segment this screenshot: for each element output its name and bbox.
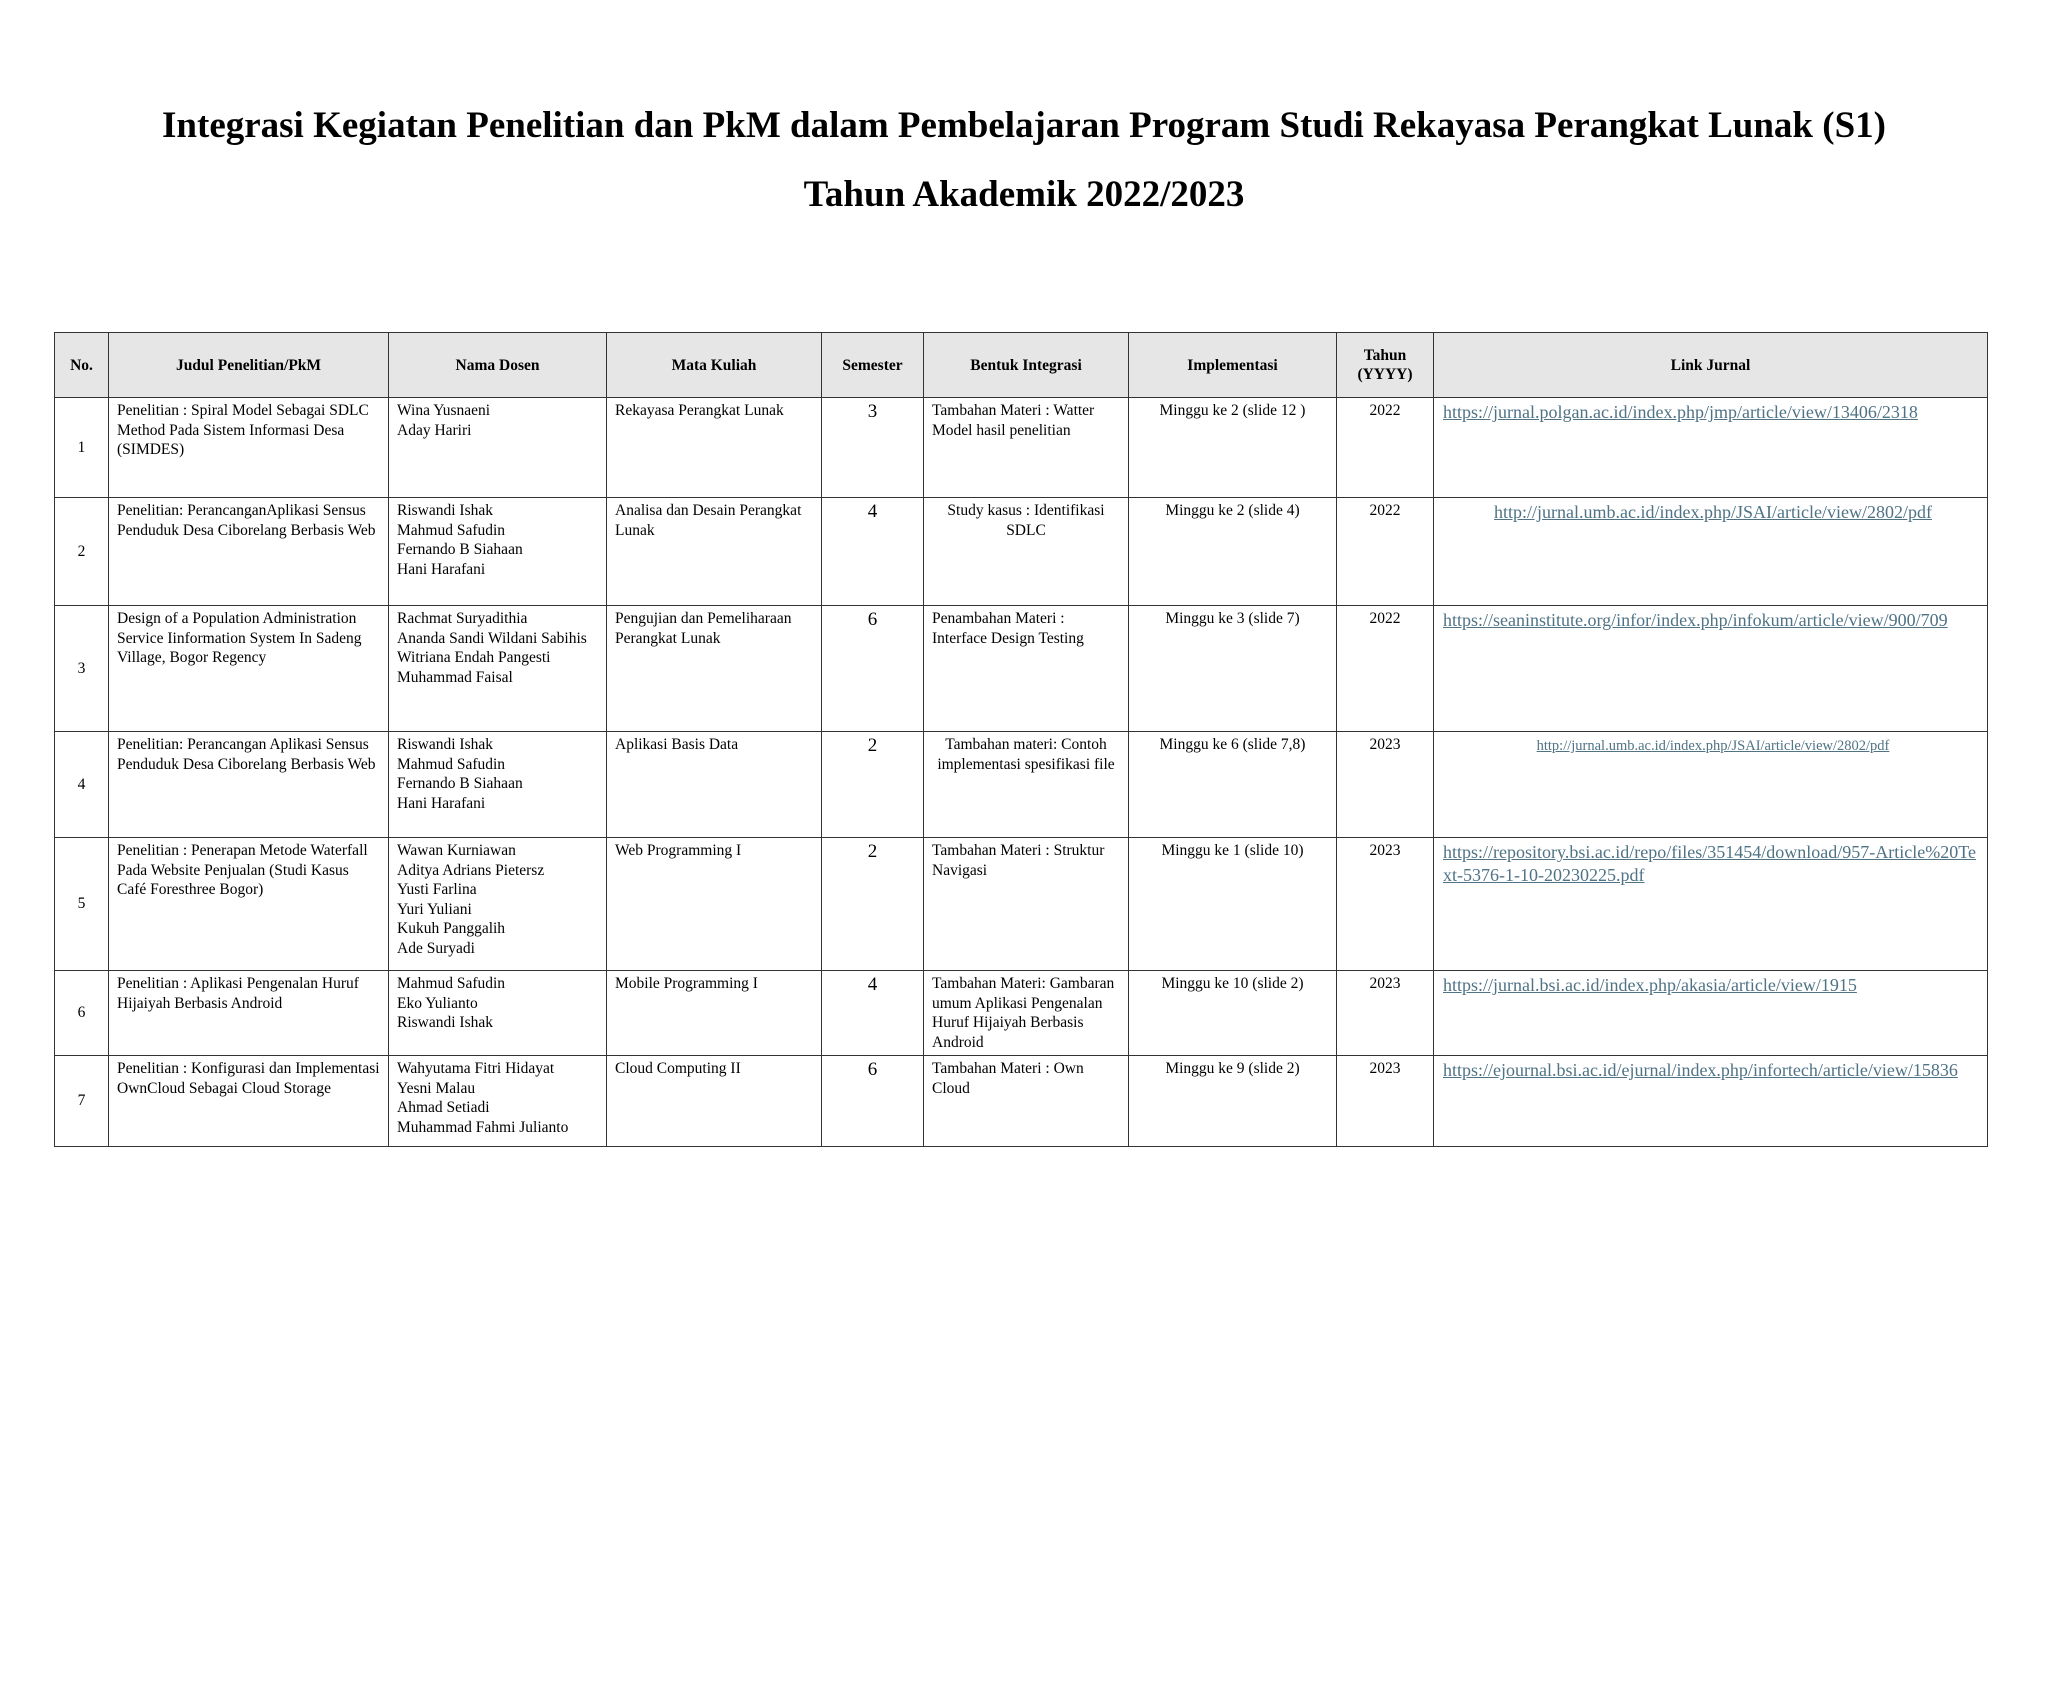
cell-judul: Penelitian : Konfigurasi dan Implementasi OwnCloud Sebagai Cloud Storage: [109, 1056, 389, 1147]
table-row: [55, 606, 1988, 732]
dosen-name: Muhammad Fahmi Julianto: [397, 1118, 569, 1136]
journal-link[interactable]: https://seaninstitute.org/infor/index.php/infokum/article/view/900/709: [1443, 610, 1948, 630]
table-row: [55, 971, 1988, 1056]
cell-dosen: [389, 606, 607, 732]
cell-judul: Penelitian : Spiral Model Sebagai SDLC Method Pada Sistem Informasi Desa (SIMDES): [109, 398, 389, 498]
cell-link: [1434, 732, 1988, 838]
cell-mata-kuliah: Web Programming I: [607, 838, 822, 971]
cell-implementasi: Minggu ke 9 (slide 2): [1129, 1056, 1337, 1147]
journal-link[interactable]: http://jurnal.umb.ac.id/index.php/JSAI/article/view/2802/pdf: [1536, 738, 1890, 754]
cell-implementasi: Minggu ke 2 (slide 4): [1129, 498, 1337, 606]
dosen-name: Mahmud Safudin: [397, 755, 506, 773]
dosen-name: Hani Harafani: [397, 794, 486, 812]
cell-link: [1434, 398, 1988, 498]
cell-mata-kuliah: Pengujian dan Pemeliharaan Perangkat Lunak: [607, 606, 822, 732]
cell-implementasi: Minggu ke 1 (slide 10): [1129, 838, 1337, 971]
cell-implementasi: Minggu ke 10 (slide 2): [1129, 971, 1337, 1056]
dosen-name: Hani Harafani: [397, 560, 486, 578]
table-header-row: [55, 333, 1988, 398]
cell-semester: 3: [822, 398, 924, 498]
header-link-jurnal: Link Jurnal: [1434, 333, 1988, 398]
header-implementasi: Implementasi: [1129, 333, 1337, 398]
dosen-name: Aditya Adrians Pietersz: [397, 861, 545, 879]
dosen-name: Yesni Malau: [397, 1079, 476, 1097]
dosen-name: Yuri Yuliani: [397, 900, 472, 918]
cell-bentuk-integrasi: Tambahan Materi : Watter Model hasil penelitian: [924, 398, 1129, 498]
cell-tahun: 2022: [1337, 606, 1434, 732]
cell-dosen: [389, 732, 607, 838]
cell-judul: Design of a Population Administration Service Iinformation System In Sadeng Village, Bogor Regency: [109, 606, 389, 732]
cell-mata-kuliah: Mobile Programming I: [607, 971, 822, 1056]
integration-table: [54, 332, 1988, 1147]
cell-judul: Penelitian : Aplikasi Pengenalan Huruf Hijaiyah Berbasis Android: [109, 971, 389, 1056]
cell-mata-kuliah: Cloud Computing II: [607, 1056, 822, 1147]
cell-dosen: [389, 1056, 607, 1147]
journal-link[interactable]: https://jurnal.bsi.ac.id/index.php/akasia/article/view/1915: [1443, 975, 1857, 995]
dosen-name: Wahyutama Fitri Hidayat: [397, 1060, 555, 1077]
header-semester: Semester: [822, 333, 924, 398]
cell-no: 6: [55, 971, 109, 1056]
header-no: No.: [55, 333, 109, 398]
cell-implementasi: Minggu ke 6 (slide 7,8): [1129, 732, 1337, 838]
dosen-name: Aday Hariri: [397, 421, 472, 439]
cell-dosen: [389, 498, 607, 606]
header-judul: Judul Penelitian/PkM: [109, 333, 389, 398]
journal-link[interactable]: https://ejournal.bsi.ac.id/ejurnal/index.php/infortech/article/view/15836: [1443, 1060, 1958, 1080]
cell-semester: 4: [822, 971, 924, 1056]
cell-tahun: 2022: [1337, 398, 1434, 498]
cell-tahun: 2022: [1337, 498, 1434, 606]
dosen-name: Witriana Endah Pangesti: [397, 649, 551, 666]
dosen-name: Riswandi Ishak: [397, 1014, 494, 1031]
cell-no: 4: [55, 732, 109, 838]
table-row: [55, 732, 1988, 838]
header-mata-kuliah: Mata Kuliah: [607, 333, 822, 398]
dosen-name: Eko Yulianto: [397, 994, 478, 1012]
cell-bentuk-integrasi: Tambahan Materi: Gambaran umum Aplikasi Pengenalan Huruf Hijaiyah Berbasis Android: [924, 971, 1129, 1056]
dosen-name: Wawan Kurniawan: [397, 842, 516, 859]
dosen-name: Riswandi Ishak: [397, 502, 494, 519]
cell-link: [1434, 498, 1988, 606]
cell-link: [1434, 1056, 1988, 1147]
cell-implementasi: Minggu ke 3 (slide 7): [1129, 606, 1337, 732]
table-row: [55, 498, 1988, 606]
cell-bentuk-integrasi: Tambahan Materi : Own Cloud: [924, 1056, 1129, 1147]
dosen-name: Mahmud Safudin: [397, 521, 506, 539]
cell-no: 7: [55, 1056, 109, 1147]
dosen-name: Ahmad Setiadi: [397, 1099, 490, 1116]
cell-no: 1: [55, 398, 109, 498]
cell-link: [1434, 971, 1988, 1056]
cell-dosen: [389, 838, 607, 971]
cell-judul: Penelitian : Penerapan Metode Waterfall Pada Website Penjualan (Studi Kasus Café Foresthree Bogor): [109, 838, 389, 971]
cell-no: 2: [55, 498, 109, 606]
cell-mata-kuliah: Analisa dan Desain Perangkat Lunak: [607, 498, 822, 606]
cell-semester: 6: [822, 606, 924, 732]
journal-link[interactable]: https://jurnal.polgan.ac.id/index.php/jmp/article/view/13406/2318: [1443, 402, 1918, 422]
cell-bentuk-integrasi: Tambahan materi: Contoh implementasi spesifikasi file: [924, 732, 1129, 838]
dosen-name: Mahmud Safudin: [397, 975, 506, 992]
cell-no: 3: [55, 606, 109, 732]
cell-semester: 4: [822, 498, 924, 606]
cell-semester: 2: [822, 732, 924, 838]
cell-judul: Penelitian: PerancanganAplikasi Sensus Penduduk Desa Ciborelang Berbasis Web: [109, 498, 389, 606]
cell-tahun: 2023: [1337, 971, 1434, 1056]
dosen-name: Wina Yusnaeni: [397, 402, 491, 419]
cell-semester: 2: [822, 838, 924, 971]
cell-judul: Penelitian: Perancangan Aplikasi Sensus Penduduk Desa Ciborelang Berbasis Web: [109, 732, 389, 838]
cell-bentuk-integrasi: Study kasus : Identifikasi SDLC: [924, 498, 1129, 606]
dosen-name: Kukuh Panggalih: [397, 920, 506, 937]
cell-no: 5: [55, 838, 109, 971]
document-subtitle: Tahun Akademik 2022/2023: [803, 174, 1245, 215]
dosen-name: Fernando B Siahaan: [397, 541, 523, 558]
journal-link[interactable]: https://repository.bsi.ac.id/repo/files/351454/download/957-Article%20Text-5376-1-10-20230225.pdf: [1443, 842, 1976, 885]
document-title: Integrasi Kegiatan Penelitian dan PkM dalam Pembelajaran Program Studi Rekayasa Perangkat Lunak (S1): [162, 105, 1886, 146]
table-row: [55, 1056, 1988, 1147]
cell-mata-kuliah: Aplikasi Basis Data: [607, 732, 822, 838]
dosen-name: Muhammad Faisal: [397, 668, 513, 686]
cell-tahun: 2023: [1337, 732, 1434, 838]
header-tahun-label: Tahun: [1363, 347, 1407, 364]
dosen-name: Riswandi Ishak: [397, 736, 494, 753]
cell-tahun: 2023: [1337, 1056, 1434, 1147]
table-row: [55, 838, 1988, 971]
dosen-name: Rachmat Suryadithia: [397, 610, 528, 627]
cell-dosen: [389, 398, 607, 498]
cell-link: [1434, 606, 1988, 732]
table-row: [55, 398, 1988, 498]
cell-bentuk-integrasi: Tambahan Materi : Struktur Navigasi: [924, 838, 1129, 971]
header-tahun: [1337, 333, 1434, 398]
cell-mata-kuliah: Rekayasa Perangkat Lunak: [607, 398, 822, 498]
journal-link[interactable]: http://jurnal.umb.ac.id/index.php/JSAI/article/view/2802/pdf: [1494, 502, 1932, 522]
cell-bentuk-integrasi: Penambahan Materi : Interface Design Testing: [924, 606, 1129, 732]
cell-dosen: [389, 971, 607, 1056]
dosen-name: Ade Suryadi: [397, 939, 475, 957]
cell-link: [1434, 838, 1988, 971]
cell-implementasi: Minggu ke 2 (slide 12 ): [1129, 398, 1337, 498]
dosen-name: Yusti Farlina: [397, 881, 477, 898]
dosen-name: Ananda Sandi Wildani Sabihis: [397, 629, 587, 647]
cell-semester: 6: [822, 1056, 924, 1147]
cell-tahun: 2023: [1337, 838, 1434, 971]
header-bentuk-integrasi: Bentuk Integrasi: [924, 333, 1129, 398]
header-dosen: Nama Dosen: [389, 333, 607, 398]
header-tahun-format: (YYYY): [1357, 366, 1413, 383]
dosen-name: Fernando B Siahaan: [397, 775, 523, 792]
